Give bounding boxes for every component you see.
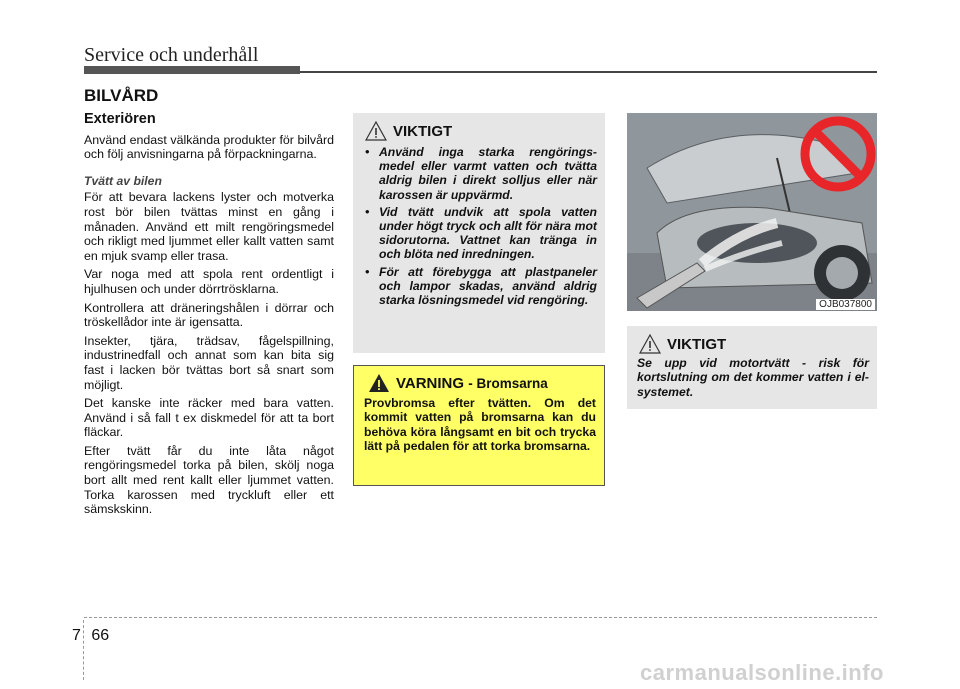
wash-subheading: Tvätt av bilen [84,173,162,188]
caution-box-engine [627,326,877,409]
caution-item: • För att förebygga att plastpaneler och lampor skadas, använd aldrig starka lösningsmedel vid rengöring. [365,264,597,308]
caution-label: VIKTIGT [667,335,727,353]
warning-triangle-icon [368,373,390,393]
caution-text: Se upp vid motortvätt - risk för kortslutning om det kommer vatten i el-systemet. [637,356,869,399]
warning-box-brakes [353,365,605,486]
exterior-heading: Exteriören [84,111,156,127]
exterior-column [84,112,334,521]
caution-item: • Använd inga starka rengörings-medel eller varmt vatten och tvätta aldrig bilen i direkt solljus eller när karossen är uppvärmd. [365,145,597,202]
page-number-value: 66 [91,627,110,644]
warning-topic: - Bromsarna [468,375,548,391]
chapter-number: 7 [72,627,81,644]
header-rule [300,71,877,73]
footer-rule [84,617,877,618]
watermark: carmanualsonline.info [640,660,884,685]
caution-item: • Vid tvätt undvik att spola vatten under högt tryck och allt för nära mot sidorutorna. Vattnet kan tränga in och blöta ned inredningen. [365,204,597,262]
page-number [72,627,109,645]
warning-label: VARNING [396,374,465,392]
warning-text: Provbromsa efter tvätten. Om det kommit vatten på bromsarna kan du behöva köra långsamt en bit och trycka lätt på pedalen för att torka bromsarna. [364,396,596,454]
caution-triangle-icon [365,121,387,141]
caution-box-washing [353,113,605,353]
wash-paragraph: För att bevara lackens lyster och motverka rost bör bilen tvättas minst en gång i månaden. Använd ett milt rengöringsmedel och rikligt med ljummet eller kallt vatten samt en mjuk svamp eller trasa. [84,190,334,263]
warning-title [396,375,548,392]
illustration-code: OJB037800 [816,299,875,310]
caution-label: VIKTIGT [393,122,453,140]
engine-wash-illustration [627,113,877,311]
wash-paragraph: Det kanske inte räcker med bara vatten. Använd i så fall t ex diskmedel för att ta bort fläckar. [84,396,334,440]
header-bar [84,66,300,74]
section-title: BILVÅRD [84,86,159,105]
exterior-intro: Använd endast välkända produkter för bilvård och följ anvisningarna på förpackningarna. [84,132,334,162]
wash-paragraph: Var noga med att spola rent ordentligt i hjulhusen och under dörrtrösklarna. [84,267,334,296]
wash-paragraph: Kontrollera att dräneringshålen i dörrar och tröskellådor inte är igensatta. [84,300,334,330]
page-header-title: Service och underhåll [84,44,259,66]
caution-triangle-icon [639,334,661,354]
wash-paragraph: Insekter, tjära, trädsav, fågelspillning, industrinedfall och annat som kan bita sig fast i lacken bör tvättas bort så snart som möjligt. [84,333,334,392]
wash-paragraph: Efter tvätt får du inte låta något rengöringsmedel torka på bilen, skölj noga bort allt med rent kallt eller ljummet vatten. Torka karossen med tryckluft eller ett sämskskinn. [84,443,334,517]
prohibited-sign-icon [799,115,877,193]
